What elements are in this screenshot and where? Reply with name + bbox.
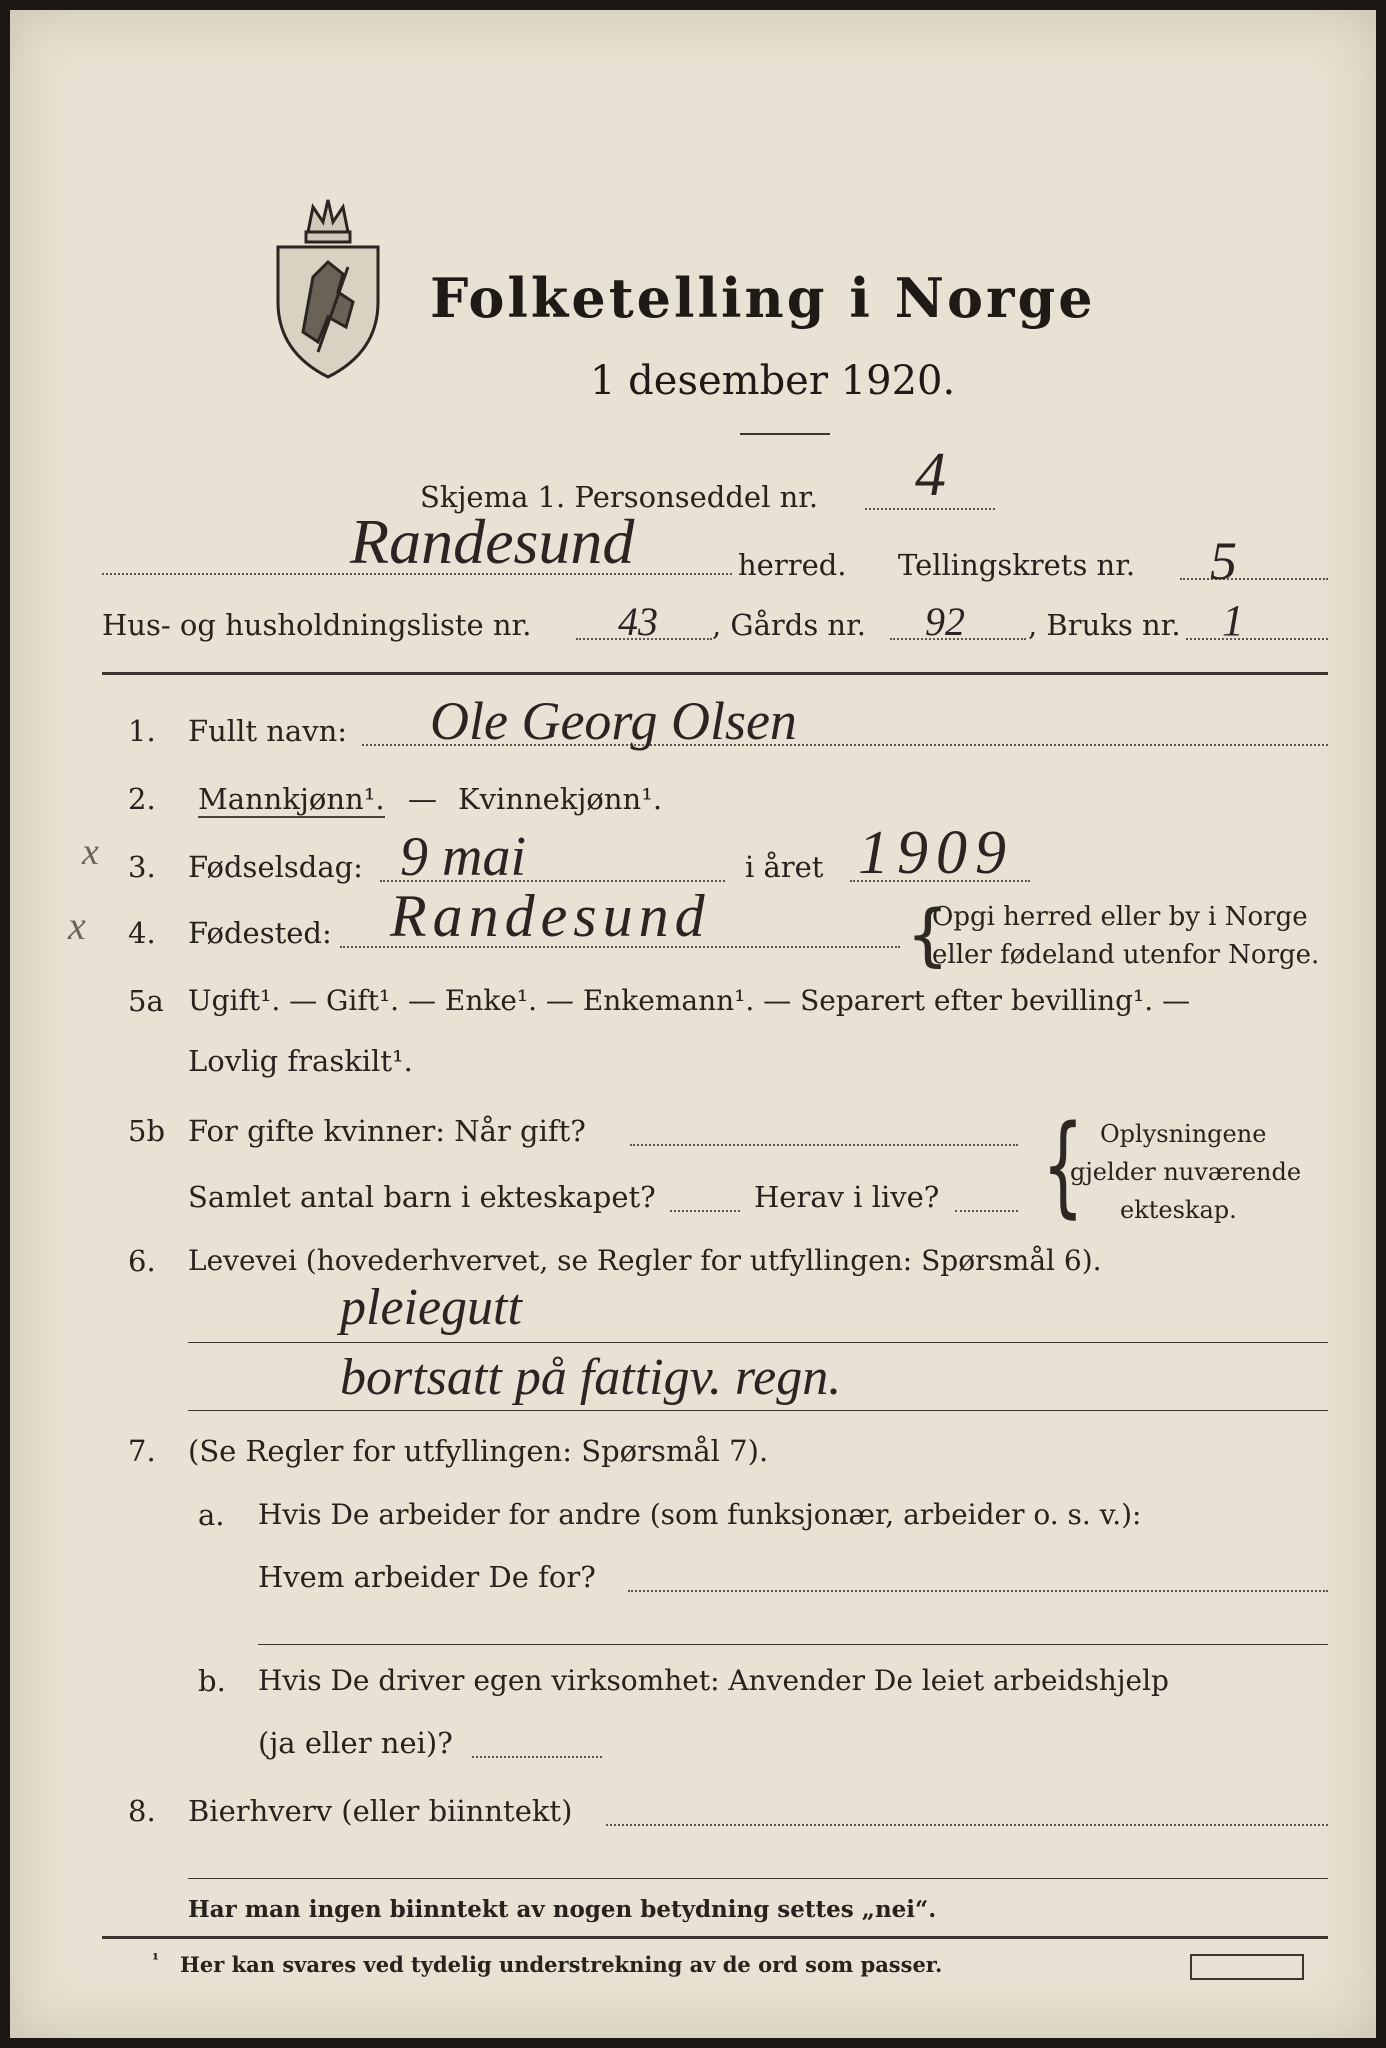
q1-number: 1. — [128, 714, 156, 748]
q7a-letter: a. — [198, 1498, 225, 1532]
q4-label: Fødested: — [188, 916, 332, 950]
q2-number: 2. — [128, 782, 156, 816]
norwegian-coat-of-arms-icon — [268, 192, 388, 382]
q4-margin-mark: x — [68, 903, 86, 948]
personseddel-nr: 4 — [915, 441, 946, 509]
q3-year-label: i året — [745, 850, 824, 884]
q8-number: 8. — [128, 1794, 156, 1828]
occupation-answer-line2: bortsatt på fattigv. regn. — [340, 1349, 842, 1406]
q5b-children-alive: Herav i live? — [754, 1180, 940, 1214]
tellingskrets-label: Tellingskrets nr. — [898, 548, 1136, 582]
husliste-label: Hus- og husholdningsliste nr. — [102, 608, 532, 642]
q8-label: Bierhverv (eller biinntekt) — [188, 1794, 573, 1828]
birthplace-answer: Randesund — [390, 883, 711, 949]
q7b-yes-no: (ja eller nei)? — [258, 1726, 453, 1760]
q2-separator: — — [408, 782, 437, 816]
q7b-question: Hvis De driver egen virksomhet: Anvender De leiet arbeidshjelp — [258, 1664, 1169, 1697]
q5b-number: 5b — [128, 1114, 166, 1148]
gards-label: , Gårds nr. — [712, 608, 866, 642]
q3-number: 3. — [128, 850, 156, 884]
husliste-nr: 43 — [618, 599, 658, 644]
birth-year-answer: 1909 — [858, 819, 1014, 887]
q7-number: 7. — [128, 1434, 156, 1468]
census-date: 1 desember 1920. — [590, 358, 956, 404]
footer-rule — [102, 1936, 1328, 1939]
herred-label: herred. — [738, 548, 847, 582]
schema-label: Skjema 1. Personseddel nr. — [420, 480, 819, 514]
form-title: Folketelling i Norge — [430, 266, 1096, 330]
q5b-married-when: For gifte kvinner: Når gift? — [188, 1114, 586, 1148]
full-name-answer: Ole Georg Olsen — [430, 691, 797, 751]
title-divider — [740, 433, 830, 435]
herred-value: Randesund — [350, 506, 635, 577]
bruks-nr: 1 — [1222, 596, 1244, 645]
birthday-answer: 9 mai — [400, 826, 526, 888]
q5a-marital-options: Ugift¹. — Gift¹. — Enke¹. — Enkemann¹. — Separert efter bevilling¹. — — [188, 984, 1191, 1017]
q7b-letter: b. — [198, 1664, 226, 1698]
q1-label: Fullt navn: — [188, 714, 348, 748]
q6-label: Levevei (hovederhvervet, se Regler for utfyllingen: Spørsmål 6). — [188, 1244, 1102, 1277]
q4-brace: { — [906, 896, 950, 975]
q7a-employer-question: Hvem arbeider De for? — [258, 1560, 596, 1594]
q7a-question: Hvis De arbeider for andre (som funksjonær, arbeider o. s. v.): — [258, 1498, 1142, 1531]
q5b-note-line2: gjelder nuværende — [1070, 1158, 1302, 1186]
footnote-text: Her kan svares ved tydelig understrekning av de ord som passer. — [180, 1952, 943, 1977]
q5b-children-total: Samlet antal barn i ekteskapet? — [188, 1180, 656, 1214]
census-form-sheet — [10, 10, 1376, 2038]
footnote-mark: ¹ — [152, 1950, 160, 1969]
q4-note-line2: eller fødeland utenfor Norge. — [932, 940, 1320, 970]
q4-number: 4. — [128, 916, 156, 950]
gards-nr: 92 — [925, 599, 965, 644]
sex-female: Kvinnekjønn¹. — [458, 782, 663, 816]
q6-number: 6. — [128, 1244, 156, 1278]
q4-note-line1: Opgi herred eller by i Norge — [932, 902, 1308, 932]
printer-stamp-icon — [1190, 1954, 1304, 1980]
q5b-brace: { — [1042, 1101, 1084, 1229]
q5b-note-line3: ekteskap. — [1120, 1196, 1237, 1224]
q5a-number: 5a — [128, 984, 164, 1018]
no-income-note: Har man ingen biinntekt av nogen betydning settes „nei“. — [188, 1896, 937, 1923]
q5a-marital-options-cont: Lovlig fraskilt¹. — [188, 1044, 413, 1078]
q3-margin-mark: x — [82, 831, 99, 873]
tellingskrets-nr: 5 — [1210, 531, 1237, 591]
q7-label: (Se Regler for utfyllingen: Spørsmål 7). — [188, 1434, 769, 1468]
sex-male-underlined: Mannkjønn¹. — [198, 782, 385, 816]
q3-label: Fødselsdag: — [188, 850, 363, 884]
header-rule — [102, 672, 1328, 675]
q5b-note-line1: Oplysningene — [1100, 1120, 1267, 1148]
occupation-answer-line1: pleiegutt — [340, 1279, 522, 1336]
bruks-label: , Bruks nr. — [1028, 608, 1181, 642]
